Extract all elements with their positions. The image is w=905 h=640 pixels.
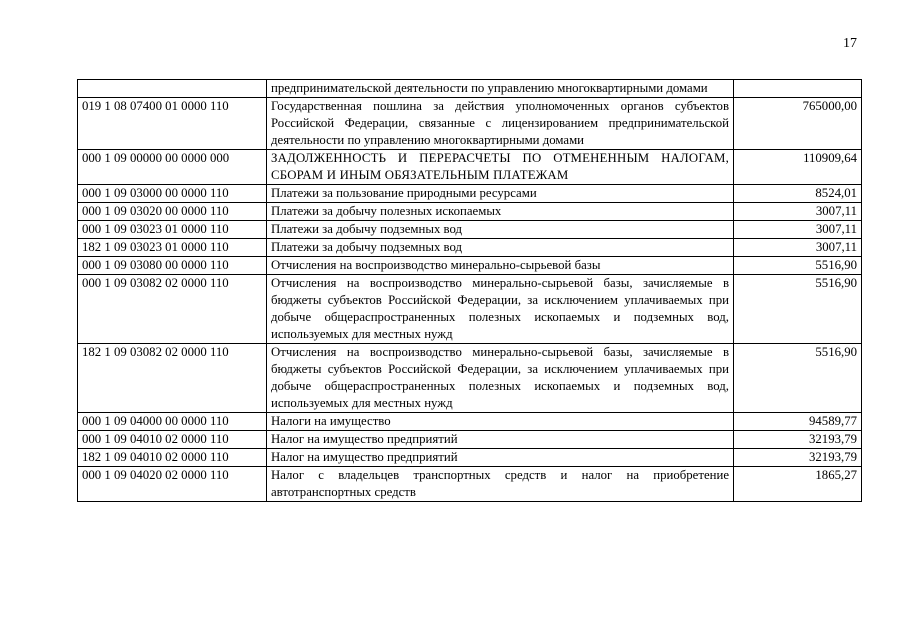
revenue-description-cell: Платежи за добычу подземных вод (267, 239, 734, 257)
revenue-description-cell: Налоги на имущество (267, 413, 734, 431)
budget-code-cell: 182 1 09 03082 02 0000 110 (78, 344, 267, 413)
amount-cell: 3007,11 (734, 221, 862, 239)
amount-cell: 3007,11 (734, 239, 862, 257)
table-row (78, 239, 862, 257)
amount-cell: 1865,27 (734, 467, 862, 502)
table-row (78, 467, 862, 502)
budget-code-cell: 000 1 09 03020 00 0000 110 (78, 203, 267, 221)
amount-cell: 32193,79 (734, 431, 862, 449)
table-row (78, 344, 862, 413)
amount-cell: 5516,90 (734, 275, 862, 344)
budget-revenue-table (77, 79, 862, 502)
revenue-description-cell: предпринимательской деятельности по управлению многоквартирными домами (267, 80, 734, 98)
table-row (78, 203, 862, 221)
budget-code-cell: 000 1 09 03000 00 0000 110 (78, 185, 267, 203)
budget-code-cell: 000 1 09 03023 01 0000 110 (78, 221, 267, 239)
revenue-description-cell: ЗАДОЛЖЕННОСТЬ И ПЕРЕРАСЧЕТЫ ПО ОТМЕНЕННЫМ НАЛОГАМ, СБОРАМ И ИНЫМ ОБЯЗАТЕЛЬНЫМ ПЛАТЕЖАМ (267, 150, 734, 185)
budget-code-cell: 000 1 09 03080 00 0000 110 (78, 257, 267, 275)
budget-code-cell: 000 1 09 04000 00 0000 110 (78, 413, 267, 431)
amount-cell (734, 80, 862, 98)
budget-code-cell: 019 1 08 07400 01 0000 110 (78, 98, 267, 150)
page-number: 17 (843, 36, 857, 51)
revenue-description-cell: Платежи за пользование природными ресурсами (267, 185, 734, 203)
table-row (78, 257, 862, 275)
revenue-description-cell: Платежи за добычу полезных ископаемых (267, 203, 734, 221)
amount-cell: 3007,11 (734, 203, 862, 221)
amount-cell: 32193,79 (734, 449, 862, 467)
amount-cell: 94589,77 (734, 413, 862, 431)
table-row (78, 275, 862, 344)
amount-cell: 5516,90 (734, 257, 862, 275)
revenue-description-cell: Платежи за добычу подземных вод (267, 221, 734, 239)
budget-code-cell: 182 1 09 04010 02 0000 110 (78, 449, 267, 467)
budget-code-cell: 182 1 09 03023 01 0000 110 (78, 239, 267, 257)
revenue-description-cell: Государственная пошлина за действия уполномоченных органов субъектов Российской Федерации, связанные с лицензированием предпринимательской деятельности по управлению многоквартирными домами (267, 98, 734, 150)
budget-code-cell (78, 80, 267, 98)
table-row (78, 98, 862, 150)
amount-cell: 765000,00 (734, 98, 862, 150)
budget-code-cell: 000 1 09 03082 02 0000 110 (78, 275, 267, 344)
revenue-description-cell: Налог на имущество предприятий (267, 449, 734, 467)
table-row (78, 431, 862, 449)
revenue-description-cell: Отчисления на воспроизводство минерально-сырьевой базы, зачисляемые в бюджеты субъектов Российской Федерации, за исключением уплачиваемых при добыче общераспространенных полезных ископаемых и подземных вод, используемых для местных нужд (267, 344, 734, 413)
table-row (78, 185, 862, 203)
revenue-description-cell: Отчисления на воспроизводство минерально-сырьевой базы (267, 257, 734, 275)
table-row (78, 80, 862, 98)
amount-cell: 8524,01 (734, 185, 862, 203)
table-row (78, 449, 862, 467)
table-row (78, 150, 862, 185)
revenue-description-cell: Налог на имущество предприятий (267, 431, 734, 449)
budget-code-cell: 000 1 09 04020 02 0000 110 (78, 467, 267, 502)
table-row (78, 221, 862, 239)
revenue-description-cell: Налог с владельцев транспортных средств и налог на приобретение автотранспортных средств (267, 467, 734, 502)
amount-cell: 5516,90 (734, 344, 862, 413)
table-body (78, 80, 862, 502)
table-row (78, 413, 862, 431)
amount-cell: 110909,64 (734, 150, 862, 185)
budget-code-cell: 000 1 09 00000 00 0000 000 (78, 150, 267, 185)
revenue-description-cell: Отчисления на воспроизводство минерально-сырьевой базы, зачисляемые в бюджеты субъектов Российской Федерации, за исключением уплачиваемых при добыче общераспространенных полезных ископаемых и подземных вод, используемых для местных нужд (267, 275, 734, 344)
budget-code-cell: 000 1 09 04010 02 0000 110 (78, 431, 267, 449)
